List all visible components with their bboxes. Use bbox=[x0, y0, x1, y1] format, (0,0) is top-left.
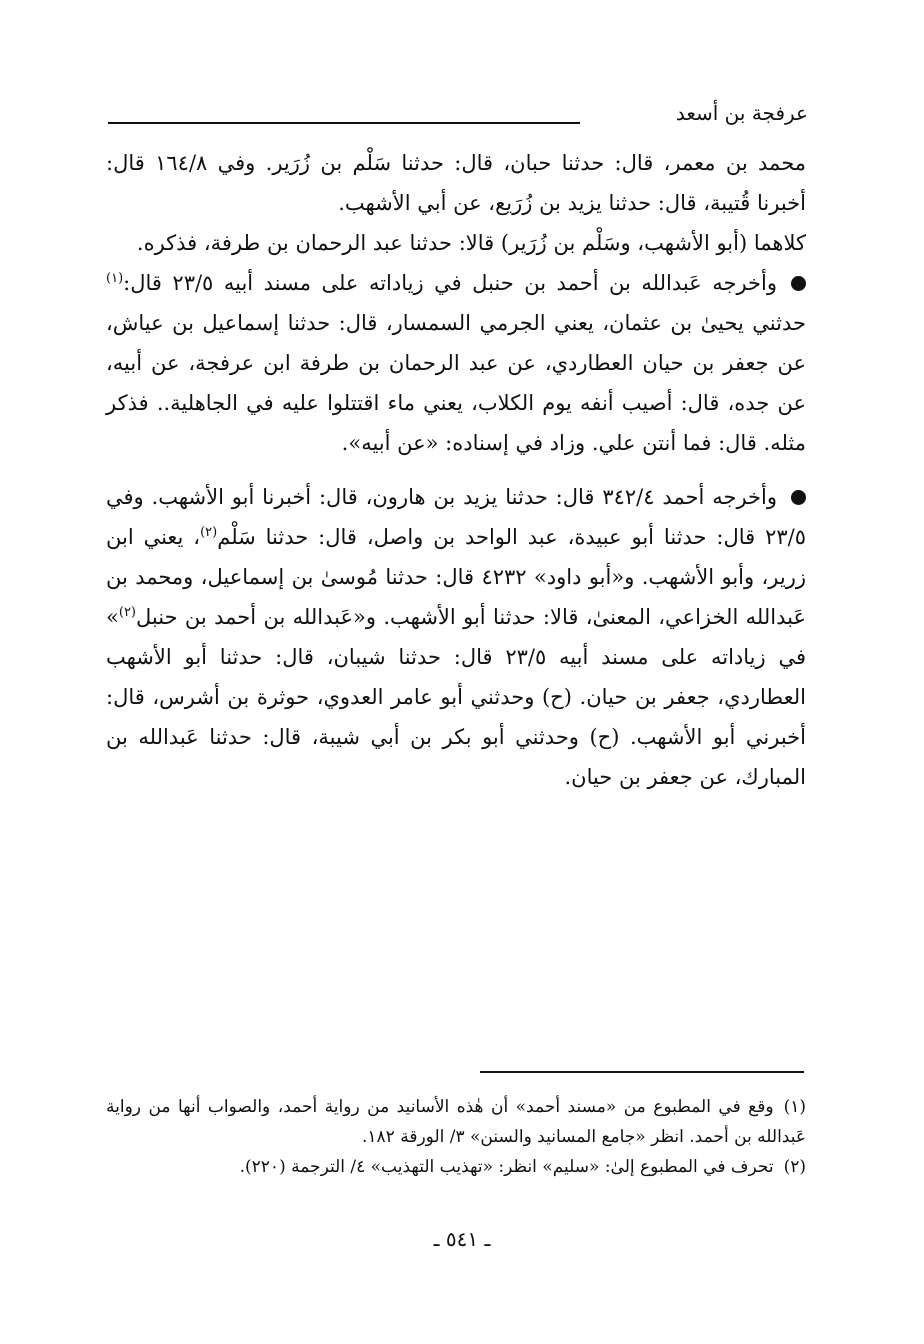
header-title: عرفجة بن أسعد bbox=[675, 101, 808, 125]
bullet-icon bbox=[791, 490, 806, 505]
footnote-1 bbox=[106, 1092, 806, 1152]
page-number: ـ ٥٤١ ـ bbox=[433, 1227, 491, 1251]
footnote-2 bbox=[106, 1152, 806, 1182]
paragraph-3-text-b: حدثني يحيىٰ بن عثمان، يعني الجرمي السمسار، قال: حدثنا إسماعيل بن عياش، عن جعفر بن حيان العطاردي، عن عبد الرحمان بن طرفة ابن عرفجة، عن أبيه، عن جده، قال: أصيب أنفه يوم الكلاب، يعني ماء اقتتلوا عليه في الجاهلية.. فذكر مثله. قال: فما أنتن علي. وزاد في إسناده: «عن أبيه». bbox=[106, 311, 806, 455]
running-header bbox=[108, 98, 808, 134]
footnote-ref-2b[interactable]: (٢) bbox=[118, 605, 136, 620]
paragraph-1 bbox=[106, 143, 806, 223]
paragraph-3-text-a: وأخرجه عَبدالله بن أحمد بن حنبل في زياداته على مسند أبيه ٢٣/٥ قال: bbox=[123, 271, 777, 295]
footnote-2-number: (٢) bbox=[783, 1157, 806, 1177]
paragraph-3 bbox=[106, 263, 806, 463]
footnote-ref-1[interactable]: (١) bbox=[106, 271, 124, 286]
paragraph-1-text: محمد بن معمر، قال: حدثنا حبان، قال: حدثنا سَلْم بن زُرَير. وفي ١٦٤/٨ قال: أخبرنا قُتيبة، قال: حدثنا يزيد بن زُرَيع، عن أبي الأشهب. bbox=[106, 151, 806, 215]
footnote-ref-2[interactable]: (٢) bbox=[200, 525, 218, 540]
paragraph-4-text-c: » في زياداته على مسند أبيه ٢٣/٥ قال: حدثنا شيبان، قال: حدثنا أبو الأشهب العطاردي، جعفر بن حيان. (ح) وحدثني أبو عامر العدوي، حوثرة بن أشرس، قال: أخبرني أبو الأشهب. (ح) وحدثني أبو بكر بن أبي شيبة، قال: حدثنا عَبدالله بن المبارك، عن جعفر بن حيان. bbox=[106, 605, 806, 789]
paragraph-4 bbox=[106, 477, 806, 797]
bullet-icon bbox=[791, 276, 806, 291]
footnote-1-text: وقع في المطبوع من «مسند أحمد» أن هٰذه الأسانيد من رواية أحمد، والصواب أنها من رواية عَبدالله بن أحمد. انظر «جامع المسانيد والسنن» ٣/ الورقة ١٨٢. bbox=[106, 1097, 806, 1147]
main-text bbox=[106, 143, 806, 797]
paragraph-2-text: كلاهما (أبو الأشهب، وسَلْم بن زُرَير) قالا: حدثنا عبد الرحمان بن طرفة، فذكره. bbox=[136, 231, 806, 255]
footnote-separator bbox=[480, 1071, 804, 1073]
header-rule bbox=[108, 122, 580, 124]
footnote-2-text: تحرف في المطبوع إلىٰ: «سليم» انظر: «تهذيب التهذيب» ٤/ الترجمة (٢٢٠). bbox=[239, 1157, 774, 1177]
paragraph-4-text-b: ، يعني ابن زرير، وأبو الأشهب. و«أبو داود» ٤٢٣٢ قال: حدثنا مُوسىٰ بن إسماعيل، ومحمد بن عَبدالله الخزاعي، المعنىٰ، قالا: حدثنا أبو الأشهب. و«عَبدالله بن أحمد بن حنبل bbox=[106, 525, 806, 629]
footnote-1-number: (١) bbox=[783, 1097, 806, 1117]
paragraph-4-text-a: وأخرجه أحمد ٣٤٢/٤ قال: حدثنا يزيد بن هارون، قال: أخبرنا أبو الأشهب. وفي ٢٣/٥ قال: حدثنا أبو عبيدة، عبد الواحد بن واصل، قال: حدثنا سَلْم bbox=[106, 485, 807, 549]
footnotes bbox=[106, 1092, 806, 1182]
paragraph-2 bbox=[106, 223, 806, 263]
